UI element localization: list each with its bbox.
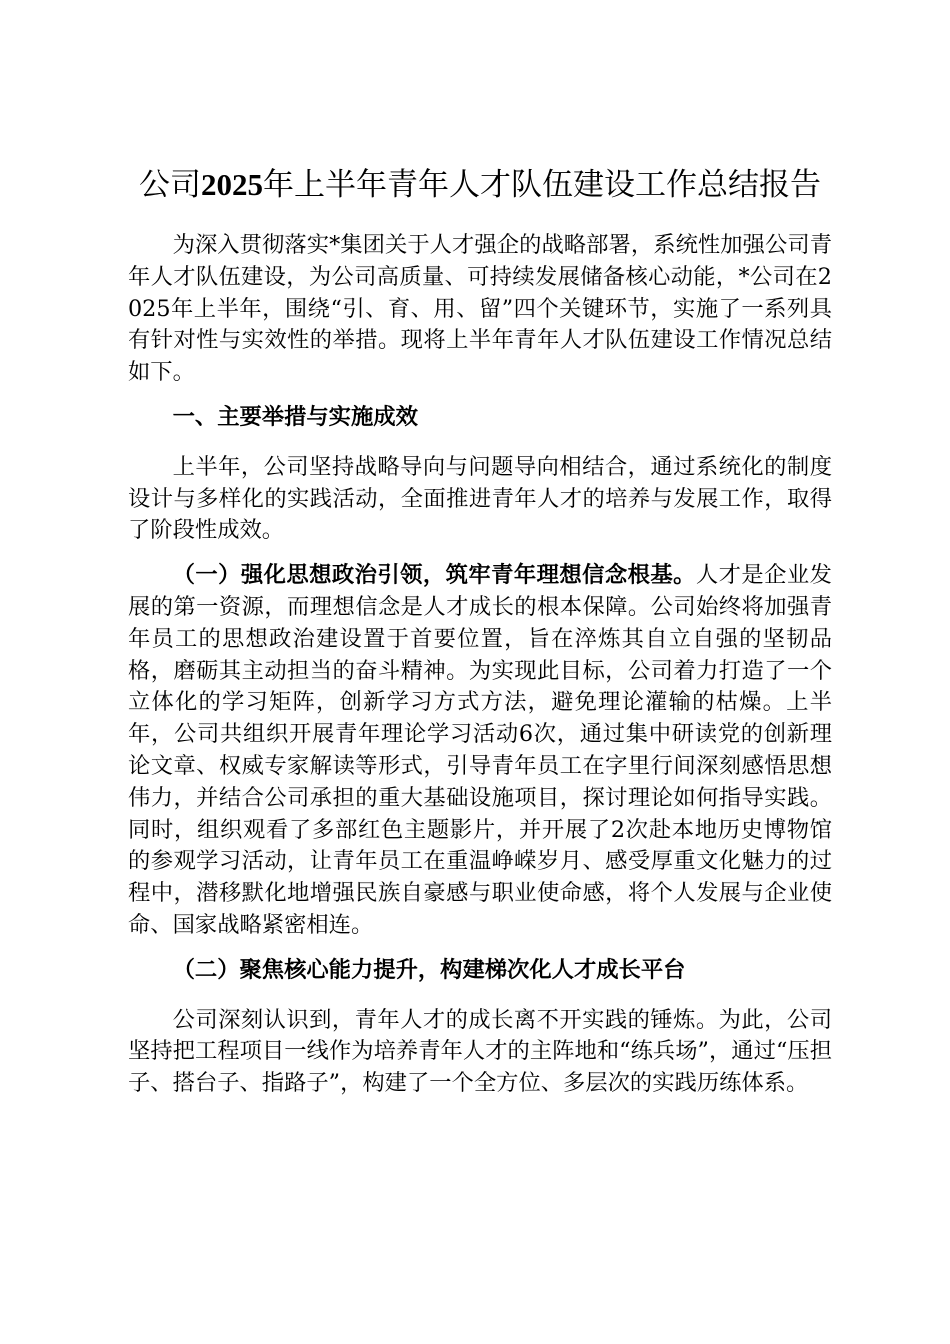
subsection-1-body: 人才是企业发展的第一资源，而理想信念是人才成长的根本保障。公司始终将加强青年员工的思想政治建设置于首要位置，旨在淬炼其自立自强的坚韧品格，磨砺其主动担当的奋斗精神。为实现此目标，公司着力打造了一个立体化的学习矩阵，创新学习方式方法，避免理论灌输的枯燥。上半年，公司共组织开展青年理论学习活动6次，通过集中研读党的创新理论文章、权威专家解读等形式，引导青年员工在字里行间深刻感悟思想伟力，并结合公司承担的重大基础设施项目，探讨理论如何指导实践。同时，组织观看了多部红色主题影片，并开展了2次赴本地历史博物馆的参观学习活动，让青年员工在重温峥嵘岁月、感受厚重文化魅力的过程中，潜移默化地增强民族自豪感与职业使命感，将个人发展与企业使命、国家战略紧密相连。 xyxy=(128,562,832,938)
intro-paragraph: 为深入贯彻落实*集团关于人才强企的战略部署，系统性加强公司青年人才队伍建设，为公司高质量、可持续发展储备核心动能，*公司在2025年上半年，围绕“引、育、用、留”四个关键环节，实施了一系列具有针对性与实效性的举措。现将上半年青年人才队伍建设工作情况总结如下。 xyxy=(128,232,832,386)
section-heading-1: 一、主要举措与实施成效 xyxy=(172,403,418,430)
subsection-1-paragraph xyxy=(128,560,832,942)
document-page xyxy=(128,160,832,1113)
subsection-heading-2: （二）聚焦核心能力提升，构建梯次化人才成长平台 xyxy=(172,956,686,983)
subsection-1-lead: （一）强化思想政治引领，筑牢青年理想信念根基。 xyxy=(172,562,696,589)
title-prefix: 公司 xyxy=(139,167,201,203)
subsection-2-paragraph: 公司深刻认识到，青年人才的成长离不开实践的锤炼。为此，公司坚持把工程项目一线作为培养青年人才的主阵地和“练兵场”，通过“压担子、搭台子、指路子”，构建了一个全方位、多层次的实践历练体系。 xyxy=(128,1006,832,1097)
document-title xyxy=(128,160,832,210)
section1-intro-paragraph: 上半年，公司坚持战略导向与问题导向相结合，通过系统化的制度设计与多样化的实践活动，全面推进青年人才的培养与发展工作，取得了阶段性成效。 xyxy=(128,453,832,544)
title-suffix: 年上半年青年人才队伍建设工作总结报告 xyxy=(263,167,821,203)
title-year: 2025 xyxy=(201,167,263,202)
